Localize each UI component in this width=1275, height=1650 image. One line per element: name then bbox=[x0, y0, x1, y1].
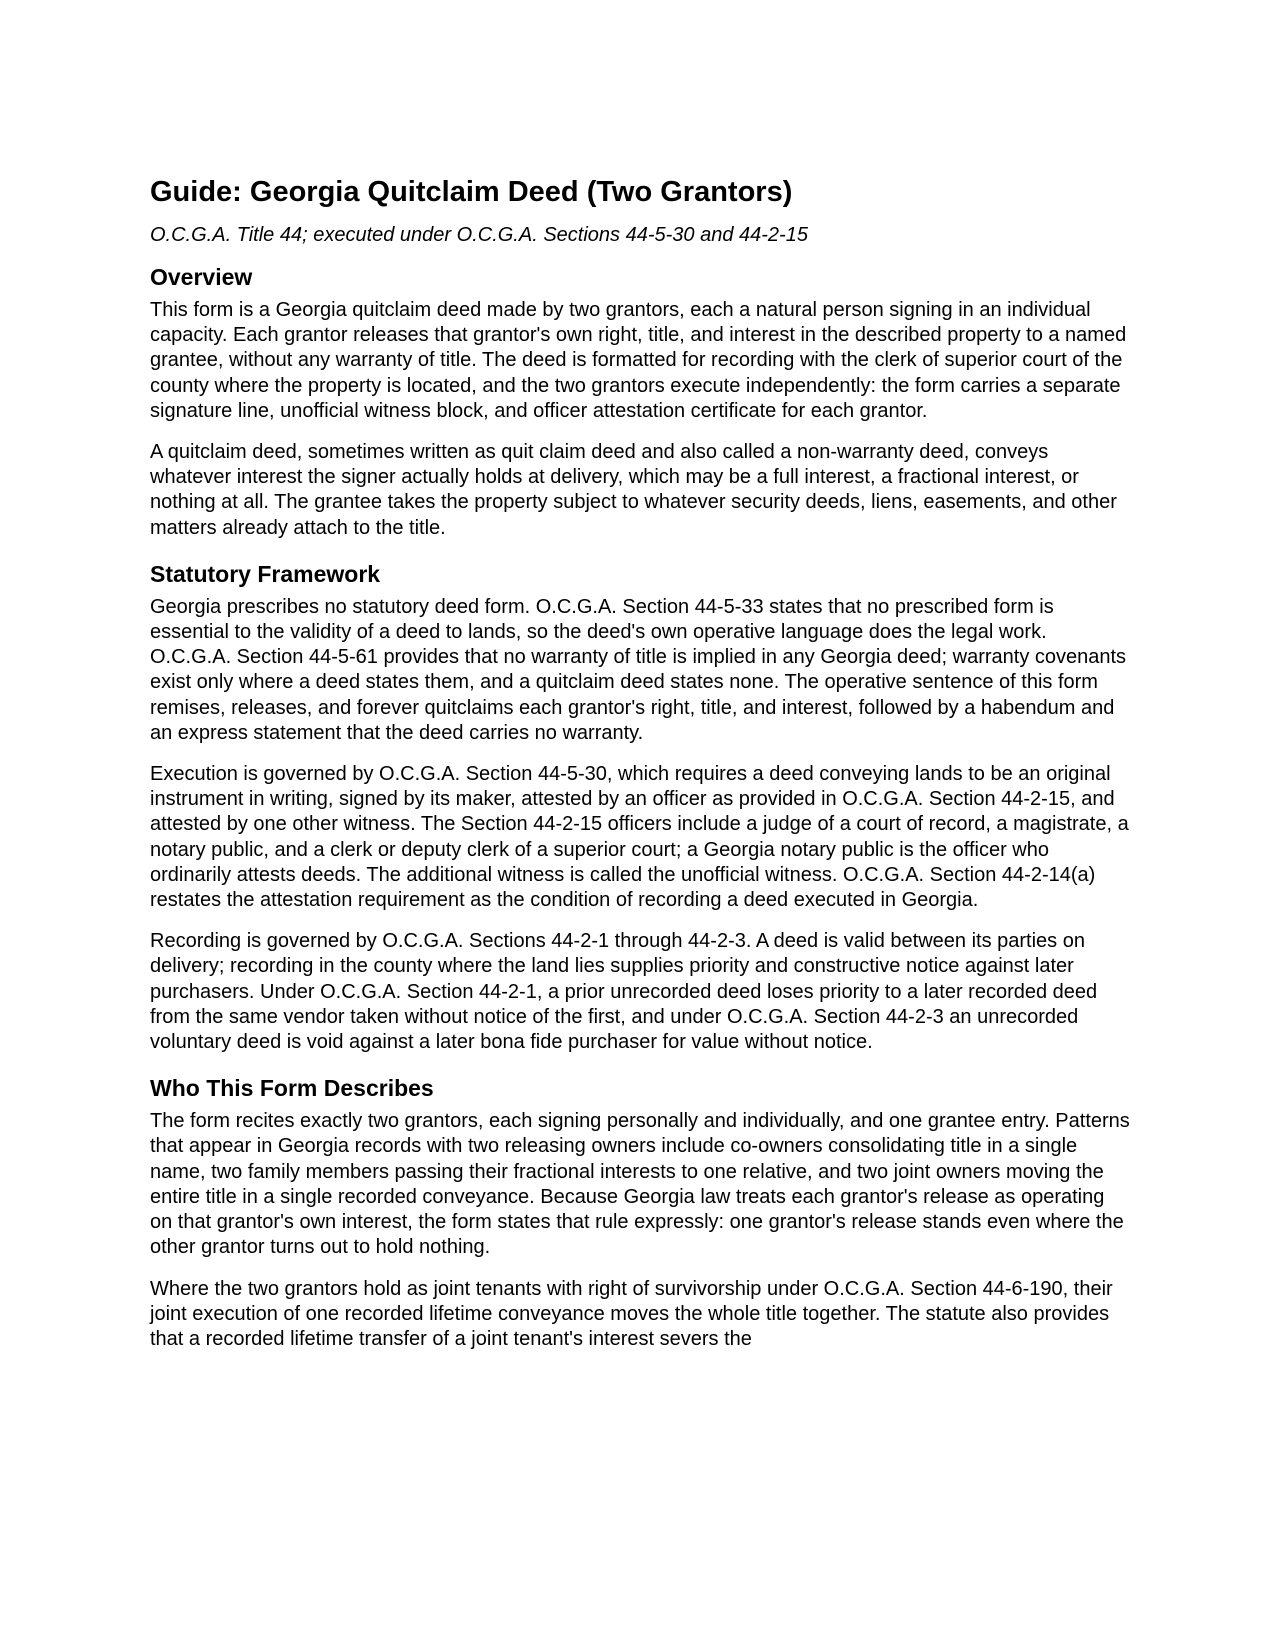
paragraph: Execution is governed by O.C.G.A. Section 44-5-30, which requires a deed conveying lands to be an original instrument in writing, signed by its maker, attested by an officer as provided in O.C.G.A. Section 44-2-15, and attested by one other witness. The Section 44-2-15 officers include a judge of a court of record, a magistrate, a notary public, and a clerk or deputy clerk of a superior court; a Georgia notary public is the officer who ordinarily attests deeds. The additional witness is called the unofficial witness. O.C.G.A. Section 44-2-14(a) restates the attestation requirement as the condition of recording a deed executed in Georgia. bbox=[150, 763, 1129, 912]
document-title: Guide: Georgia Quitclaim Deed (Two Grantors) bbox=[150, 176, 793, 208]
paragraph: The form recites exactly two grantors, each signing personally and individually, and one grantee entry. Patterns that appear in Georgia records with two releasing owners include co-owners consolidating title in a single name, two family members passing their fractional interests to one relative, and two joint owners moving the entire title in a single recorded conveyance. Because Georgia law treats each grantor's release as operating on that grantor's own interest, the form states that rule expressly: one grantor's release stands even where the other grantor turns out to hold nothing. bbox=[150, 1110, 1130, 1259]
paragraph: This form is a Georgia quitclaim deed made by two grantors, each a natural person signing in an individual capacity. Each grantor releases that grantor's own right, title, and interest in the described property to a named grantee, without any warranty of title. The deed is formatted for recording with the clerk of superior court of the county where the property is located, and the two grantors execute independently: the form carries a separate signature line, unofficial witness block, and officer attestation certificate for each grantor. bbox=[150, 299, 1127, 422]
paragraph: Recording is governed by O.C.G.A. Sections 44-2-1 through 44-2-3. A deed is valid between its parties on delivery; recording in the county where the land lies supplies priority and constructive notice against later purchasers. Under O.C.G.A. Section 44-2-1, a prior unrecorded deed loses priority to a later recorded deed from the same vendor taken without notice of the first, and under O.C.G.A. Section 44-2-3 an unrecorded voluntary deed is void against a later bona fide purchaser for value without notice. bbox=[150, 930, 1098, 1054]
section-heading: Overview bbox=[150, 264, 253, 290]
paragraph: Where the two grantors hold as joint tenants with right of survivorship under O.C.G.A. Section 44-6-190, their joint execution of one recorded lifetime conveyance moves the whole title together. The statute also provides that a recorded lifetime transfer of a joint tenant's interest severs the bbox=[150, 1277, 1113, 1350]
paragraph: A quitclaim deed, sometimes written as quit claim deed and also called a non-warranty deed, conveys whatever interest the signer actually holds at delivery, which may be a full interest, a fractional interest, or nothing at all. The grantee takes the property subject to whatever security deeds, liens, easements, and other matters already attach to the title. bbox=[150, 441, 1117, 539]
document-subtitle: O.C.G.A. Title 44; executed under O.C.G.A. Sections 44-5-30 and 44-2-15 bbox=[150, 224, 808, 246]
section-heading: Who This Form Describes bbox=[150, 1075, 434, 1102]
section-statutory-framework bbox=[150, 559, 1130, 1055]
document-page bbox=[150, 172, 1130, 1352]
paragraph: Georgia prescribes no statutory deed form. O.C.G.A. Section 44-5-33 states that no prescribed form is essential to the validity of a deed to lands, so the deed's own operative language does the legal work. O.C.G.A. Section 44-5-61 provides that no warranty of title is implied in any Georgia deed; warranty covenants exist only where a deed states them, and a quitclaim deed states none. The operative sentence of this form remises, releases, and forever quitclaims each grantor's right, title, and interest, followed by a habendum and an express statement that the deed carries no warranty. bbox=[150, 595, 1127, 744]
section-who-this-form-describes bbox=[150, 1073, 1130, 1352]
section-heading: Statutory Framework bbox=[150, 560, 381, 587]
section-overview bbox=[150, 262, 1130, 541]
